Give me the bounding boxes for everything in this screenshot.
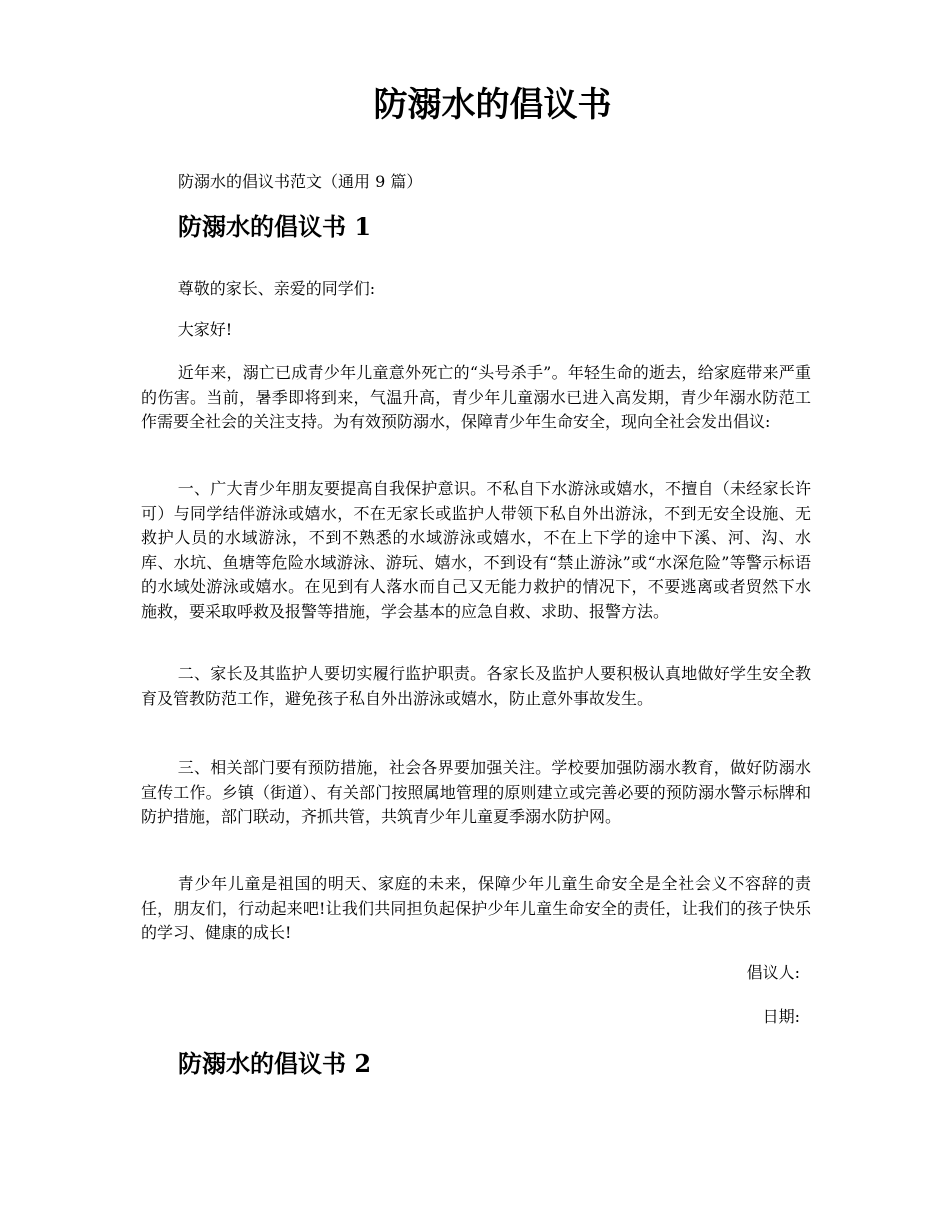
section-heading-2: 防溺水的倡议书 2 bbox=[178, 1049, 372, 1078]
greeting-line: 尊敬的家长、亲爱的同学们: bbox=[177, 279, 376, 298]
date-label: 日期: bbox=[762, 1007, 800, 1026]
proposer-label: 倡议人: bbox=[746, 963, 800, 982]
section-heading-1: 防溺水的倡议书 1 bbox=[178, 212, 372, 241]
body-paragraph: 近年来，溺亡已成青少年儿童意外死亡的“头号杀手”。年轻生命的逝去，给家庭带来严重的伤害。当前，暑季即将到来，气温升高，青少年儿童溺水已进入高发期，青少年溺水防范工作需要全社会的关注支持。为有效预防溺水，保障青少年生命安全，现向全社会发出倡议: bbox=[141, 363, 811, 431]
body-paragraph: 三、相关部门要有预防措施，社会各界要加强关注。学校要加强防溺水教育，做好防溺水宣传工作。乡镇（街道）、有关部门按照属地管理的原则建立或完善必要的预防溺水警示标牌和防护措施，部门联动，齐抓共管，共筑青少年儿童夏季溺水防护网。 bbox=[141, 758, 811, 826]
page-title: 防溺水的倡议书 bbox=[373, 85, 612, 125]
document-subtitle: 防溺水的倡议书范文（通用 9 篇） bbox=[178, 172, 423, 191]
body-paragraph: 青少年儿童是祖国的明天、家庭的未来，保障少年儿童生命安全是全社会义不容辞的责任，朋友们，行动起来吧!让我们共同担负起保护少年儿童生命安全的责任，让我们的孩子快乐的学习、健康的成长! bbox=[141, 874, 811, 942]
body-paragraph: 二、家长及其监护人要切实履行监护职责。各家长及监护人要积极认真地做好学生安全教育及管教防范工作，避免孩子私自外出游泳或嬉水，防止意外事故发生。 bbox=[141, 664, 811, 708]
body-paragraph: 一、广大青少年朋友要提高自我保护意识。不私自下水游泳或嬉水，不擅自（未经家长许可）与同学结伴游泳或嬉水，不在无家长或监护人带领下私自外出游泳，不到无安全设施、无救护人员的水域游泳，不到不熟悉的水域游泳或嬉水，不在上下学的途中下溪、河、沟、水库、水坑、鱼塘等危险水域游泳、游玩、嬉水，不到设有“禁止游泳”或“水深危险”等警示标语的水域处游泳或嬉水。在见到有人落水而自己又无能力救护的情况下，不要逃离或者贸然下水施救，要采取呼救及报警等措施，学会基本的应急自救、求助、报警方法。 bbox=[141, 479, 811, 621]
hello-line: 大家好! bbox=[177, 320, 233, 339]
